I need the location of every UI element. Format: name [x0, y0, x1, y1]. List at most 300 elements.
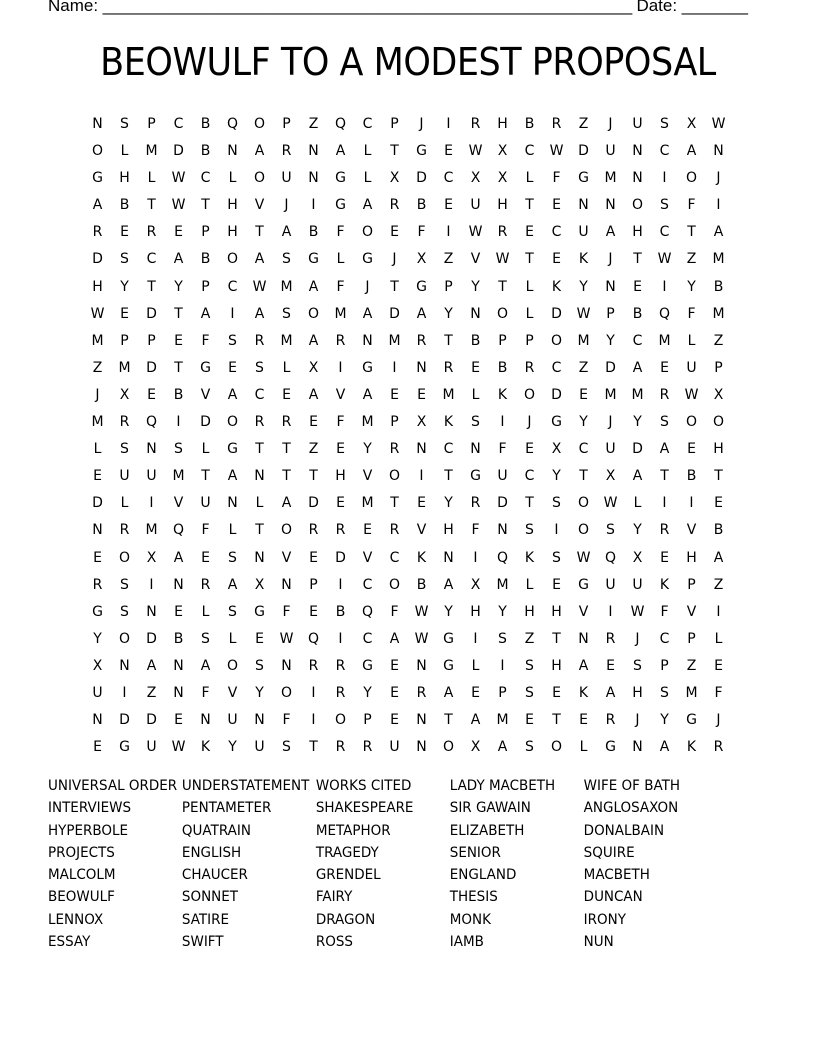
grid-cell[interactable]: D — [335, 549, 346, 566]
grid-cell[interactable]: S — [552, 549, 561, 566]
grid-cell[interactable]: E — [525, 441, 534, 458]
grid-cell[interactable]: Z — [686, 251, 697, 268]
grid-cell[interactable]: V — [335, 386, 346, 403]
grid-cell[interactable]: F — [336, 224, 345, 241]
grid-cell[interactable]: N — [146, 441, 157, 458]
grid-cell[interactable]: O — [523, 386, 536, 403]
grid-cell[interactable]: C — [254, 386, 265, 403]
grid-cell[interactable]: I — [338, 630, 343, 647]
grid-cell[interactable]: Y — [255, 684, 264, 701]
grid-cell[interactable]: W — [252, 278, 267, 295]
grid-cell[interactable]: S — [552, 495, 561, 512]
grid-cell[interactable]: Z — [686, 657, 697, 674]
grid-cell[interactable]: Y — [471, 278, 480, 295]
grid-cell[interactable]: H — [497, 197, 508, 214]
grid-cell[interactable]: A — [362, 305, 373, 322]
grid-cell[interactable]: A — [632, 468, 643, 485]
grid-cell[interactable]: E — [282, 386, 291, 403]
grid-cell[interactable]: T — [444, 468, 453, 485]
grid-cell[interactable]: I — [392, 359, 397, 376]
grid-cell[interactable]: X — [416, 251, 427, 268]
grid-cell[interactable]: K — [686, 739, 697, 756]
grid-cell[interactable]: T — [201, 197, 210, 214]
grid-cell[interactable]: M — [145, 522, 158, 539]
grid-cell[interactable]: U — [146, 739, 157, 756]
grid-cell[interactable]: F — [390, 603, 399, 620]
grid-cell[interactable]: G — [605, 739, 616, 756]
grid-cell[interactable]: M — [280, 332, 293, 349]
grid-cell[interactable]: X — [551, 441, 562, 458]
grid-cell[interactable]: S — [633, 657, 642, 674]
grid-cell[interactable]: S — [525, 739, 534, 756]
grid-cell[interactable]: R — [200, 576, 211, 593]
grid-cell[interactable]: C — [443, 170, 454, 187]
grid-cell[interactable]: O — [280, 684, 293, 701]
grid-cell[interactable]: R — [659, 522, 670, 539]
grid-cell[interactable]: W — [630, 603, 645, 620]
grid-cell[interactable]: R — [389, 522, 400, 539]
grid-cell[interactable]: I — [500, 414, 505, 431]
grid-cell[interactable]: H — [119, 170, 130, 187]
grid-cell[interactable]: Y — [633, 414, 642, 431]
grid-cell[interactable]: I — [446, 116, 451, 132]
grid-cell[interactable]: O — [334, 712, 347, 729]
grid-cell[interactable]: I — [419, 468, 424, 485]
grid-cell[interactable]: L — [93, 441, 102, 458]
grid-cell[interactable]: W — [279, 630, 294, 647]
grid-cell[interactable]: E — [390, 657, 399, 674]
grid-cell[interactable]: C — [200, 170, 211, 187]
grid-cell[interactable]: O — [712, 414, 725, 431]
grid-cell[interactable]: X — [605, 468, 616, 485]
grid-cell[interactable]: O — [307, 305, 320, 322]
grid-cell[interactable]: N — [416, 657, 427, 674]
grid-cell[interactable]: S — [282, 739, 291, 756]
grid-cell[interactable]: O — [388, 576, 401, 593]
grid-cell[interactable]: C — [632, 332, 643, 349]
grid-cell[interactable]: R — [335, 739, 346, 756]
grid-cell[interactable]: E — [552, 251, 561, 268]
grid-cell[interactable]: U — [578, 224, 589, 241]
grid-cell[interactable]: T — [309, 468, 318, 485]
grid-cell[interactable]: O — [253, 170, 266, 187]
grid-cell[interactable]: E — [390, 712, 399, 729]
grid-cell[interactable]: U — [605, 576, 616, 593]
grid-cell[interactable]: H — [713, 441, 724, 458]
grid-cell[interactable]: O — [631, 197, 644, 214]
grid-cell[interactable]: N — [119, 657, 130, 674]
grid-cell[interactable]: V — [686, 522, 697, 539]
grid-cell[interactable]: N — [443, 549, 454, 566]
grid-cell[interactable]: K — [659, 576, 670, 593]
grid-cell[interactable]: B — [713, 522, 724, 539]
grid-cell[interactable]: N — [254, 468, 265, 485]
grid-cell[interactable]: B — [308, 224, 319, 241]
grid-cell[interactable]: W — [576, 549, 591, 566]
grid-cell[interactable]: O — [118, 549, 131, 566]
grid-cell[interactable]: X — [686, 116, 697, 132]
grid-cell[interactable]: Y — [633, 522, 642, 539]
grid-cell[interactable]: M — [145, 143, 158, 160]
grid-cell[interactable]: N — [173, 684, 184, 701]
grid-cell[interactable]: E — [552, 684, 561, 701]
grid-cell[interactable]: L — [228, 522, 237, 539]
grid-cell[interactable]: W — [171, 739, 186, 756]
grid-cell[interactable]: Y — [660, 712, 669, 729]
grid-cell[interactable]: U — [605, 143, 616, 160]
grid-cell[interactable]: I — [716, 603, 721, 620]
grid-cell[interactable]: M — [631, 386, 644, 403]
grid-cell[interactable]: D — [92, 251, 103, 268]
grid-cell[interactable]: G — [416, 143, 427, 160]
grid-cell[interactable]: S — [120, 251, 129, 268]
grid-cell[interactable]: P — [687, 576, 696, 593]
grid-cell[interactable]: L — [714, 630, 723, 647]
grid-cell[interactable]: A — [227, 468, 238, 485]
grid-cell[interactable]: E — [525, 712, 534, 729]
grid-cell[interactable]: O — [550, 332, 563, 349]
grid-cell[interactable]: E — [309, 549, 318, 566]
grid-cell[interactable]: D — [605, 359, 616, 376]
grid-cell[interactable]: A — [227, 386, 238, 403]
grid-cell[interactable]: G — [578, 170, 589, 187]
grid-cell[interactable]: N — [416, 739, 427, 756]
grid-cell[interactable]: R — [281, 143, 292, 160]
grid-cell[interactable]: C — [443, 441, 454, 458]
grid-cell[interactable]: V — [578, 603, 589, 620]
grid-cell[interactable]: B — [200, 143, 211, 160]
grid-cell[interactable]: L — [282, 359, 291, 376]
grid-cell[interactable]: M — [388, 332, 401, 349]
grid-cell[interactable]: W — [90, 305, 105, 322]
grid-cell[interactable]: J — [365, 278, 370, 295]
grid-cell[interactable]: N — [200, 712, 211, 729]
grid-cell[interactable]: M — [604, 170, 617, 187]
grid-cell[interactable]: O — [226, 251, 239, 268]
grid-cell[interactable]: H — [497, 116, 508, 132]
grid-cell[interactable]: V — [470, 251, 481, 268]
grid-cell[interactable]: T — [174, 359, 183, 376]
grid-cell[interactable]: B — [524, 116, 535, 132]
grid-cell[interactable]: A — [605, 224, 616, 241]
grid-cell[interactable]: J — [392, 251, 397, 268]
grid-cell[interactable]: E — [174, 332, 183, 349]
grid-cell[interactable]: I — [608, 603, 613, 620]
grid-cell[interactable]: C — [659, 224, 670, 241]
grid-cell[interactable]: K — [497, 386, 508, 403]
grid-cell[interactable]: R — [146, 224, 157, 241]
grid-cell[interactable]: F — [201, 332, 210, 349]
grid-cell[interactable]: A — [308, 332, 319, 349]
grid-cell[interactable]: U — [254, 739, 265, 756]
grid-cell[interactable]: S — [228, 332, 237, 349]
grid-cell[interactable]: I — [338, 576, 343, 593]
grid-cell[interactable]: T — [282, 441, 291, 458]
grid-cell[interactable]: M — [442, 386, 455, 403]
grid-cell[interactable]: D — [146, 305, 157, 322]
grid-cell[interactable]: T — [390, 143, 399, 160]
grid-cell[interactable]: G — [92, 170, 103, 187]
grid-cell[interactable]: X — [92, 657, 103, 674]
grid-cell[interactable]: X — [416, 414, 427, 431]
grid-cell[interactable]: C — [524, 143, 535, 160]
grid-cell[interactable]: Y — [444, 603, 453, 620]
grid-cell[interactable]: D — [578, 143, 589, 160]
grid-cell[interactable]: V — [254, 197, 265, 214]
grid-cell[interactable]: S — [660, 116, 669, 132]
grid-cell[interactable]: P — [390, 116, 399, 132]
grid-cell[interactable]: G — [362, 359, 373, 376]
grid-cell[interactable]: P — [606, 305, 615, 322]
grid-cell[interactable]: N — [227, 495, 238, 512]
grid-cell[interactable]: A — [443, 684, 454, 701]
grid-cell[interactable]: G — [443, 657, 454, 674]
grid-cell[interactable]: X — [254, 576, 265, 593]
grid-cell[interactable]: Q — [226, 116, 239, 132]
grid-cell[interactable]: A — [173, 549, 184, 566]
grid-cell[interactable]: P — [444, 278, 453, 295]
grid-cell[interactable]: X — [497, 143, 508, 160]
grid-cell[interactable]: R — [281, 414, 292, 431]
grid-cell[interactable]: O — [496, 305, 509, 322]
grid-cell[interactable]: W — [468, 143, 483, 160]
grid-cell[interactable]: L — [228, 630, 237, 647]
grid-cell[interactable]: C — [659, 143, 670, 160]
grid-cell[interactable]: O — [226, 414, 239, 431]
grid-cell[interactable]: G — [119, 739, 130, 756]
grid-cell[interactable]: I — [689, 495, 694, 512]
grid-cell[interactable]: E — [93, 549, 102, 566]
grid-cell[interactable]: U — [227, 712, 238, 729]
grid-cell[interactable]: R — [416, 332, 427, 349]
grid-cell[interactable]: L — [120, 143, 129, 160]
grid-cell[interactable]: T — [255, 522, 264, 539]
grid-cell[interactable]: G — [335, 197, 346, 214]
grid-cell[interactable]: A — [308, 278, 319, 295]
grid-cell[interactable]: C — [524, 468, 535, 485]
grid-cell[interactable]: E — [93, 739, 102, 756]
grid-cell[interactable]: C — [362, 116, 373, 132]
grid-cell[interactable]: A — [686, 143, 697, 160]
grid-cell[interactable]: P — [147, 332, 156, 349]
grid-cell[interactable]: E — [579, 712, 588, 729]
grid-cell[interactable]: L — [633, 495, 642, 512]
grid-cell[interactable]: E — [525, 224, 534, 241]
grid-cell[interactable]: G — [578, 576, 589, 593]
grid-cell[interactable]: E — [606, 657, 615, 674]
grid-cell[interactable]: R — [119, 522, 130, 539]
grid-cell[interactable]: R — [605, 630, 616, 647]
grid-cell[interactable]: B — [686, 468, 697, 485]
grid-cell[interactable]: O — [388, 468, 401, 485]
grid-cell[interactable]: Y — [606, 332, 615, 349]
grid-cell[interactable]: P — [363, 712, 372, 729]
grid-cell[interactable]: U — [389, 739, 400, 756]
grid-cell[interactable]: W — [576, 305, 591, 322]
grid-cell[interactable]: F — [336, 278, 345, 295]
grid-cell[interactable]: F — [201, 684, 210, 701]
grid-cell[interactable]: T — [525, 197, 534, 214]
grid-cell[interactable]: N — [92, 116, 103, 132]
grid-cell[interactable]: N — [92, 712, 103, 729]
grid-cell[interactable]: U — [119, 468, 130, 485]
grid-cell[interactable]: N — [632, 143, 643, 160]
grid-cell[interactable]: V — [362, 549, 373, 566]
grid-cell[interactable]: O — [577, 522, 590, 539]
grid-cell[interactable]: V — [227, 684, 238, 701]
grid-cell[interactable]: T — [255, 441, 264, 458]
grid-cell[interactable]: M — [361, 414, 374, 431]
grid-cell[interactable]: A — [200, 657, 211, 674]
grid-cell[interactable]: R — [389, 197, 400, 214]
grid-cell[interactable]: X — [389, 170, 400, 187]
grid-cell[interactable]: R — [605, 712, 616, 729]
grid-cell[interactable]: A — [200, 305, 211, 322]
grid-cell[interactable]: B — [713, 278, 724, 295]
grid-cell[interactable]: X — [497, 170, 508, 187]
grid-cell[interactable]: H — [551, 657, 562, 674]
grid-cell[interactable]: H — [524, 603, 535, 620]
grid-cell[interactable]: G — [308, 251, 319, 268]
grid-cell[interactable]: E — [147, 386, 156, 403]
grid-cell[interactable]: E — [309, 414, 318, 431]
grid-cell[interactable]: I — [500, 657, 505, 674]
grid-cell[interactable]: O — [280, 522, 293, 539]
grid-cell[interactable]: E — [579, 386, 588, 403]
grid-cell[interactable]: T — [660, 468, 669, 485]
grid-cell[interactable]: Y — [444, 495, 453, 512]
grid-cell[interactable]: Z — [713, 332, 724, 349]
grid-cell[interactable]: G — [362, 251, 373, 268]
grid-cell[interactable]: F — [687, 305, 696, 322]
grid-cell[interactable]: P — [714, 359, 723, 376]
grid-cell[interactable]: B — [416, 197, 427, 214]
grid-cell[interactable]: I — [311, 197, 316, 214]
grid-cell[interactable]: H — [92, 278, 103, 295]
grid-cell[interactable]: C — [551, 359, 562, 376]
grid-cell[interactable]: O — [685, 170, 698, 187]
grid-cell[interactable]: C — [146, 251, 157, 268]
grid-cell[interactable]: Y — [363, 684, 372, 701]
grid-cell[interactable]: J — [608, 116, 613, 132]
grid-cell[interactable]: U — [470, 197, 481, 214]
grid-cell[interactable]: M — [334, 305, 347, 322]
grid-cell[interactable]: A — [578, 657, 589, 674]
grid-cell[interactable]: R — [335, 684, 346, 701]
grid-cell[interactable]: A — [416, 305, 427, 322]
grid-cell[interactable]: J — [527, 414, 532, 431]
grid-cell[interactable]: E — [228, 359, 237, 376]
grid-cell[interactable]: S — [120, 576, 129, 593]
grid-cell[interactable]: H — [686, 549, 697, 566]
grid-cell[interactable]: W — [603, 495, 618, 512]
grid-cell[interactable]: A — [443, 576, 454, 593]
grid-cell[interactable]: N — [605, 278, 616, 295]
grid-cell[interactable]: F — [714, 684, 723, 701]
grid-cell[interactable]: C — [173, 116, 184, 132]
grid-cell[interactable]: A — [389, 630, 400, 647]
grid-cell[interactable]: P — [660, 657, 669, 674]
grid-cell[interactable]: E — [660, 549, 669, 566]
grid-cell[interactable]: I — [662, 170, 667, 187]
grid-cell[interactable]: I — [122, 684, 127, 701]
grid-cell[interactable]: G — [254, 603, 265, 620]
grid-cell[interactable]: V — [200, 386, 211, 403]
grid-cell[interactable]: N — [632, 170, 643, 187]
grid-cell[interactable]: L — [525, 278, 534, 295]
grid-cell[interactable]: R — [470, 116, 481, 132]
grid-cell[interactable]: T — [525, 495, 534, 512]
grid-cell[interactable]: R — [470, 495, 481, 512]
grid-cell[interactable]: K — [200, 739, 211, 756]
grid-cell[interactable]: W — [711, 116, 726, 132]
grid-cell[interactable]: I — [311, 684, 316, 701]
grid-cell[interactable]: G — [443, 630, 454, 647]
grid-cell[interactable]: A — [713, 549, 724, 566]
grid-cell[interactable]: R — [335, 657, 346, 674]
grid-cell[interactable]: T — [525, 251, 534, 268]
grid-cell[interactable]: Z — [713, 576, 724, 593]
grid-cell[interactable]: M — [712, 305, 725, 322]
grid-cell[interactable]: W — [414, 630, 429, 647]
grid-cell[interactable]: N — [497, 522, 508, 539]
grid-cell[interactable]: P — [201, 224, 210, 241]
grid-cell[interactable]: J — [284, 197, 289, 214]
grid-cell[interactable]: M — [577, 332, 590, 349]
grid-cell[interactable]: V — [281, 549, 292, 566]
grid-cell[interactable]: A — [254, 305, 265, 322]
grid-cell[interactable]: J — [95, 386, 100, 403]
grid-cell[interactable]: N — [281, 576, 292, 593]
grid-cell[interactable]: I — [230, 305, 235, 322]
grid-cell[interactable]: Z — [92, 359, 103, 376]
grid-cell[interactable]: E — [471, 684, 480, 701]
grid-cell[interactable]: A — [281, 495, 292, 512]
grid-cell[interactable]: A — [335, 143, 346, 160]
grid-cell[interactable]: S — [498, 630, 507, 647]
grid-cell[interactable]: F — [282, 603, 291, 620]
grid-cell[interactable]: O — [685, 414, 698, 431]
grid-cell[interactable]: F — [552, 170, 561, 187]
grid-cell[interactable]: G — [416, 278, 427, 295]
grid-cell[interactable]: R — [254, 414, 265, 431]
grid-cell[interactable]: L — [120, 495, 129, 512]
grid-cell[interactable]: F — [201, 522, 210, 539]
grid-cell[interactable]: L — [228, 170, 237, 187]
grid-cell[interactable]: M — [496, 712, 509, 729]
grid-cell[interactable]: B — [200, 251, 211, 268]
grid-cell[interactable]: V — [173, 495, 184, 512]
grid-cell[interactable]: S — [201, 630, 210, 647]
grid-cell[interactable]: P — [282, 116, 291, 132]
grid-cell[interactable]: C — [362, 630, 373, 647]
grid-cell[interactable]: L — [525, 170, 534, 187]
grid-cell[interactable]: A — [281, 224, 292, 241]
grid-cell[interactable]: J — [716, 170, 721, 187]
grid-cell[interactable]: T — [390, 278, 399, 295]
grid-cell[interactable]: T — [552, 630, 561, 647]
grid-cell[interactable]: Z — [443, 251, 454, 268]
grid-cell[interactable]: R — [308, 522, 319, 539]
grid-cell[interactable]: R — [443, 359, 454, 376]
grid-cell[interactable]: V — [686, 603, 697, 620]
grid-cell[interactable]: P — [120, 332, 129, 349]
grid-cell[interactable]: A — [659, 441, 670, 458]
grid-cell[interactable]: N — [308, 170, 319, 187]
grid-cell[interactable]: D — [551, 305, 562, 322]
grid-cell[interactable]: I — [311, 712, 316, 729]
grid-cell[interactable]: B — [173, 630, 184, 647]
